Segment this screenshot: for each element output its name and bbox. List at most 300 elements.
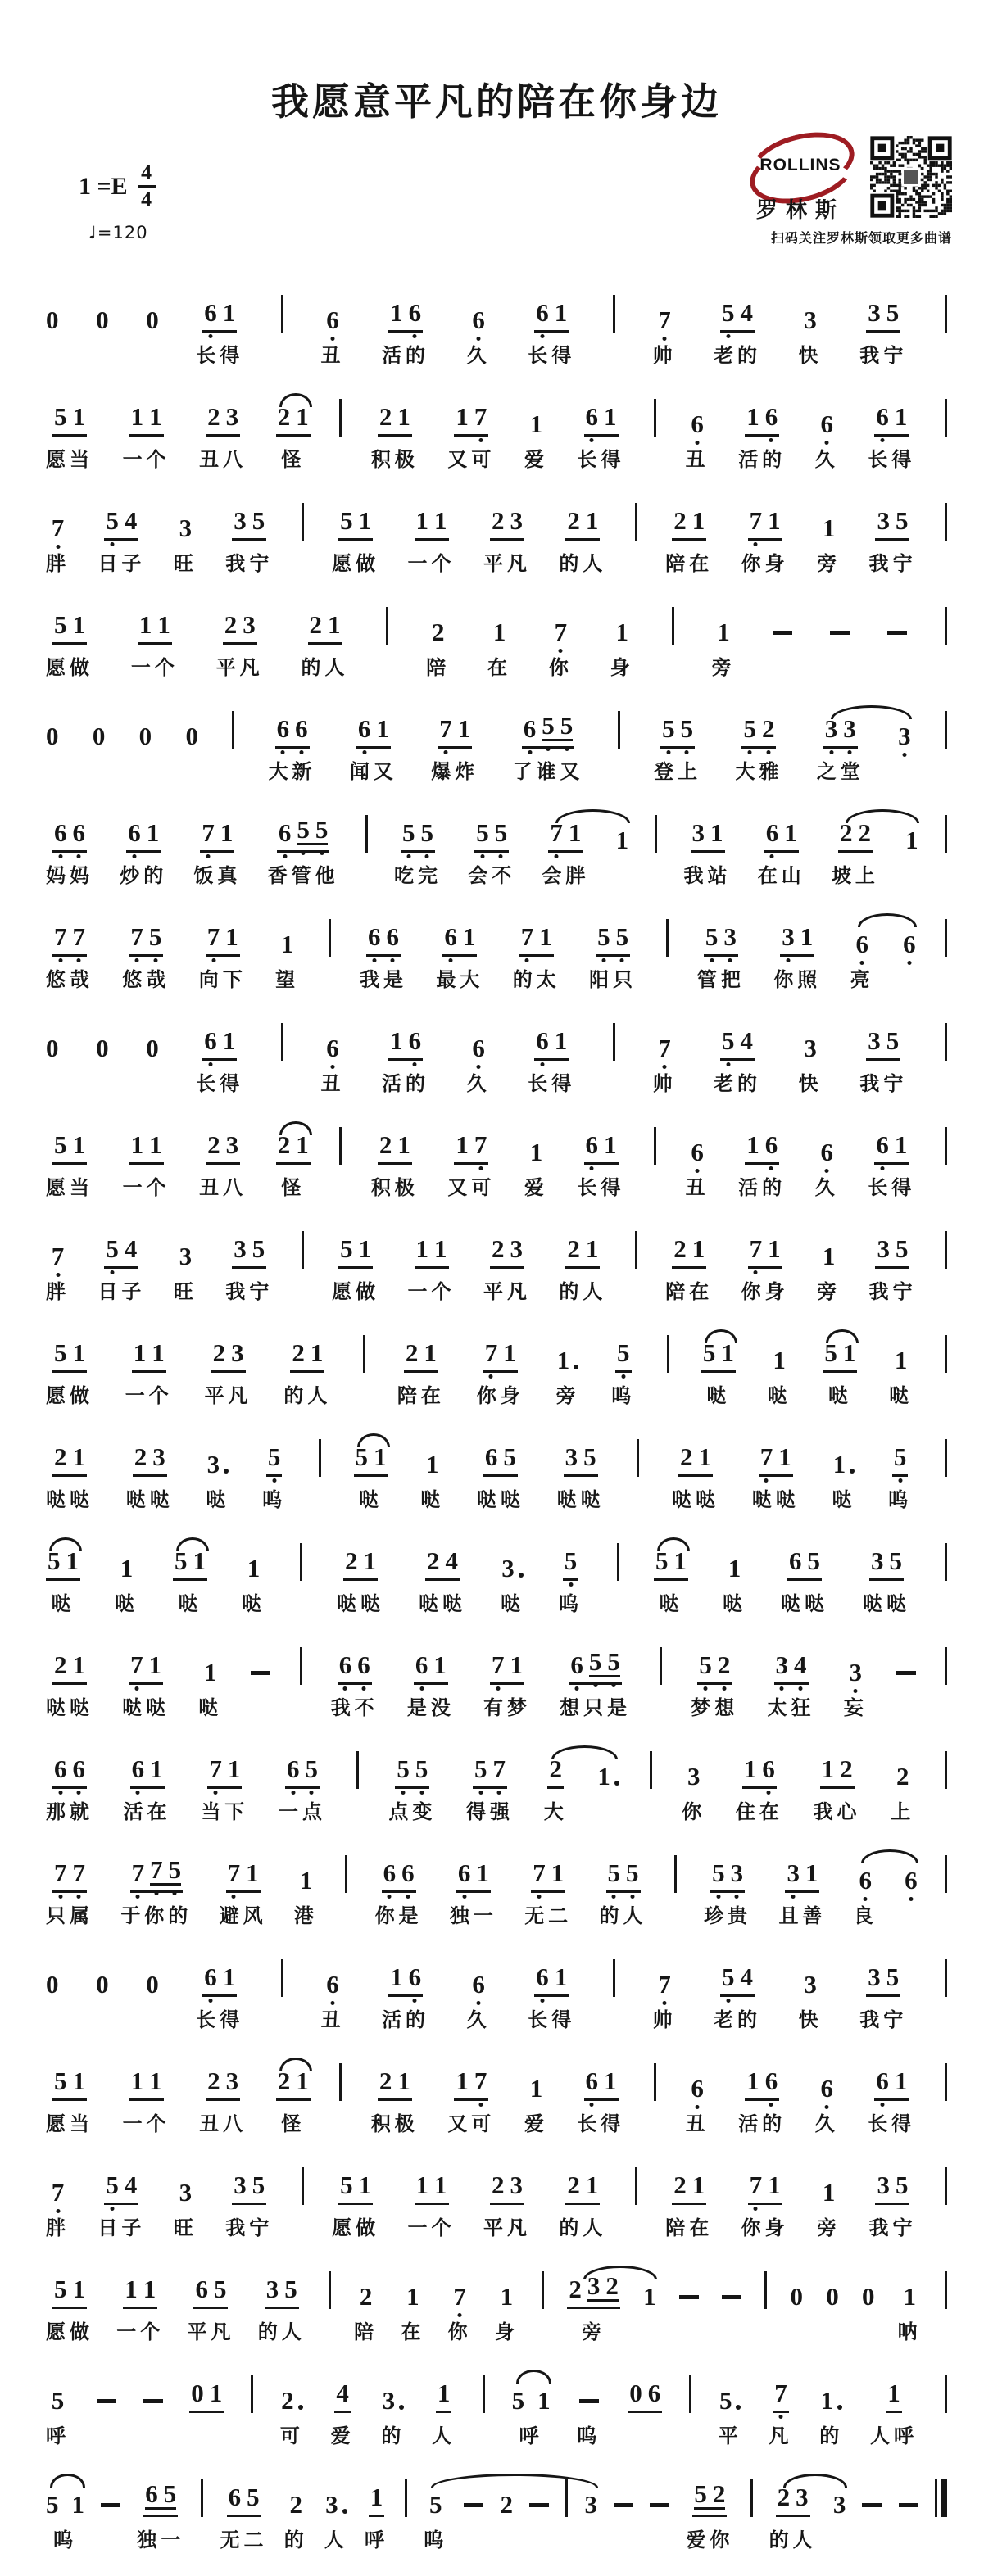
note-column <box>868 2055 916 2135</box>
low-octave-dot <box>787 958 791 962</box>
low-octave-dot <box>134 1686 138 1691</box>
note: 7 <box>492 1652 505 1677</box>
note-group <box>395 1743 429 1789</box>
note-group <box>728 1535 741 1581</box>
note-column <box>370 2055 419 2135</box>
lyric: 大新 <box>268 762 316 783</box>
note-group <box>773 2367 789 2413</box>
low-octave-dot <box>769 1166 773 1170</box>
barline <box>300 1639 302 1685</box>
note-column <box>449 1847 497 1927</box>
note-group <box>123 2263 157 2309</box>
lyric: 呐 <box>897 2322 922 2343</box>
note: 3 <box>225 1130 239 1159</box>
lyric: 在 <box>487 658 512 679</box>
note-column <box>46 495 70 575</box>
system-row <box>46 1951 947 2031</box>
note-group <box>530 2055 543 2101</box>
low-octave-dot <box>406 854 410 858</box>
note: 1 <box>821 2388 843 2413</box>
lyric: 丑 <box>320 1074 345 1095</box>
note: 3 <box>782 924 795 949</box>
low-octave-dot <box>764 1478 769 1483</box>
note-group <box>896 1743 909 1789</box>
lyric: 活的 <box>738 450 787 471</box>
lyric: 久 <box>814 2114 839 2135</box>
note: 1 <box>149 1130 162 1159</box>
lyric: 快 <box>798 2010 823 2031</box>
note-column <box>714 1951 762 2031</box>
system-row <box>46 1119 947 1199</box>
note: 1 <box>72 1130 85 1159</box>
note-group <box>628 2367 662 2413</box>
note-column <box>555 1327 580 1407</box>
lyric: 哒哒 <box>122 1698 170 1719</box>
lyric: 在 <box>401 2322 425 2343</box>
note-group <box>202 287 237 333</box>
note-column <box>613 1015 615 1092</box>
note: 2 <box>345 1546 358 1575</box>
note-column <box>275 911 300 991</box>
note: 5 <box>542 713 555 738</box>
note: 1 <box>415 2171 429 2199</box>
note-column <box>945 2367 947 2444</box>
note-column <box>300 1535 302 1612</box>
note: 3 <box>687 1762 701 1791</box>
barline <box>613 1015 615 1061</box>
lyric: 我不 <box>330 1698 379 1719</box>
note: 3 <box>804 1970 817 1999</box>
note: 2 <box>292 1338 305 1367</box>
dash <box>773 599 792 645</box>
note: 2 <box>379 402 392 431</box>
note-group <box>821 1119 834 1165</box>
dash <box>97 2367 116 2413</box>
lyric: 一个 <box>407 2218 456 2239</box>
publisher-block <box>682 133 952 247</box>
note: 0 <box>826 2282 839 2311</box>
lyric: 久 <box>466 346 491 367</box>
note: 6 <box>326 1035 339 1061</box>
note-column <box>329 911 331 988</box>
note-column <box>617 1535 619 1612</box>
note-group <box>146 1015 159 1061</box>
note-column <box>483 1639 531 1719</box>
lyric: 爱 <box>524 1178 548 1199</box>
note: 5 <box>702 1338 716 1367</box>
low-octave-dot <box>281 750 285 754</box>
note: 5 <box>705 924 719 949</box>
lyric: 亮 <box>850 970 874 991</box>
note: 1 <box>138 610 152 639</box>
note-column <box>556 1431 605 1511</box>
note: 2 <box>718 1652 731 1677</box>
note-column <box>330 1639 379 1719</box>
note: 1 <box>72 1442 85 1471</box>
lyric: 旁 <box>555 1386 580 1407</box>
lyric: 一个 <box>125 1386 173 1407</box>
lyric: 你是 <box>374 1906 423 1927</box>
lyric: 我宁 <box>868 2218 917 2239</box>
lyric: 平凡 <box>204 1386 252 1407</box>
lyric: 呜 <box>262 1490 287 1511</box>
lyric: 旁 <box>582 2322 606 2343</box>
low-octave-dot <box>778 2415 782 2419</box>
note-group <box>52 2159 65 2205</box>
note-column <box>704 1847 752 1927</box>
note-group <box>338 2159 373 2205</box>
lyric: 陪在 <box>665 554 714 575</box>
note-column <box>388 1743 437 1823</box>
note: 1 <box>415 1234 429 1263</box>
lyric: 久 <box>814 450 839 471</box>
note: 7 <box>474 1132 487 1157</box>
note: 5 <box>213 2275 227 2303</box>
note-group <box>277 807 330 853</box>
dotted-note-dot <box>736 2405 741 2410</box>
note: 2 <box>224 610 238 639</box>
dotted-note-dot <box>224 1469 229 1474</box>
note: 3 <box>510 1234 523 1263</box>
note: 1 <box>72 402 85 431</box>
note-column <box>528 1951 576 2031</box>
note-column <box>826 2263 839 2340</box>
barline <box>635 495 637 541</box>
low-octave-dot <box>555 854 559 858</box>
note: 1 <box>557 1347 579 1373</box>
note-group <box>774 1639 809 1685</box>
note-group <box>820 1743 855 1789</box>
note: 7 <box>54 924 67 949</box>
note: 7 <box>750 508 763 533</box>
note: 7 <box>555 619 568 645</box>
lyric: 长得 <box>577 1178 625 1199</box>
barline <box>635 1223 637 1269</box>
low-octave-dot <box>499 854 503 858</box>
barline <box>339 2055 342 2101</box>
note: 1 <box>457 714 471 743</box>
note: 6 <box>905 1867 918 1893</box>
note-column <box>332 495 380 575</box>
note: 3 <box>234 1234 247 1263</box>
lyric: 珍贵 <box>704 1906 752 1927</box>
note: 1 <box>157 610 170 639</box>
note-column <box>120 807 168 887</box>
note-column <box>339 2055 342 2132</box>
tie-arc <box>431 2474 599 2488</box>
note-column <box>945 1015 947 1092</box>
note: 1 <box>778 1442 791 1471</box>
note: 1 <box>673 1546 687 1575</box>
note-column <box>374 1847 423 1927</box>
note: 3 <box>804 1034 817 1062</box>
note-group <box>483 1431 518 1477</box>
note-group <box>534 1951 569 1997</box>
note: 6 <box>859 1867 873 1893</box>
lyric: 平凡 <box>483 1282 531 1303</box>
note: 0 <box>46 1970 59 1999</box>
note-group <box>366 911 401 957</box>
barline <box>655 807 657 853</box>
note: 1 <box>721 1338 734 1367</box>
note-column <box>370 1119 419 1199</box>
note: 6 <box>73 1756 86 1781</box>
note-group <box>281 911 294 957</box>
system-row <box>46 1431 947 1511</box>
low-octave-dot <box>769 2103 773 2107</box>
system-row <box>46 2055 947 2135</box>
note-group <box>369 2471 385 2517</box>
note: 2 <box>212 1338 226 1367</box>
barline <box>945 391 947 437</box>
note: 2 <box>134 1442 147 1471</box>
low-octave-dot <box>477 337 481 341</box>
note-column <box>337 1535 384 1615</box>
lyric: 陪在 <box>665 2218 714 2239</box>
note: 5 <box>48 1546 61 1575</box>
note-column <box>386 599 388 676</box>
note: 6 <box>128 820 141 845</box>
lyric: 哒 <box>889 1386 914 1407</box>
note: 5 <box>616 924 629 949</box>
note-column <box>655 807 657 884</box>
note-column <box>130 599 179 679</box>
note: 1 <box>768 1234 781 1263</box>
note-group <box>472 1951 485 1997</box>
note-column <box>122 391 170 471</box>
note-column <box>798 287 823 367</box>
note-group <box>672 495 706 541</box>
note: 5 <box>297 817 310 842</box>
note: 1 <box>462 922 476 951</box>
lyric: 我宁 <box>859 346 908 367</box>
low-octave-dot <box>401 1791 406 1795</box>
note-column <box>330 2367 355 2447</box>
note-group <box>96 1015 109 1061</box>
note-column <box>722 2263 741 2340</box>
note-column <box>46 2055 93 2135</box>
note-group <box>232 2159 266 2205</box>
note: 4 <box>794 1652 807 1677</box>
note-column <box>320 287 345 367</box>
note: 0 <box>46 306 59 334</box>
note: 1 <box>894 1346 908 1374</box>
note: 6 <box>409 300 422 325</box>
note: 1 <box>370 2483 383 2511</box>
note: 7 <box>52 1243 65 1269</box>
lyric: 避风 <box>219 1906 267 1927</box>
low-octave-dot <box>153 958 157 962</box>
note: 2 <box>567 1234 580 1263</box>
lyric: 哒 <box>178 1594 202 1615</box>
note-column <box>859 287 908 367</box>
note-column <box>945 1743 947 1820</box>
note: 2 <box>673 2171 687 2199</box>
lyric: 爆炸 <box>431 762 479 783</box>
note-column <box>116 2263 165 2343</box>
lyric: 呜 <box>888 1490 913 1511</box>
note: 0 <box>861 2282 875 2311</box>
note: 4 <box>124 1234 138 1263</box>
note: 2 <box>839 818 853 847</box>
lyric: 向下 <box>198 970 247 991</box>
lyric: 愿做 <box>46 2322 93 2343</box>
note-group <box>52 1223 65 1269</box>
note-column <box>559 2159 607 2239</box>
lyric: 丑 <box>320 2010 345 2031</box>
note-group <box>584 2055 619 2101</box>
note: 6 <box>409 1964 422 1990</box>
lyric: 太狂 <box>767 1698 815 1719</box>
note-column <box>868 391 916 471</box>
note: 1 <box>585 506 599 535</box>
note: 1 <box>743 1754 757 1783</box>
note: 6 <box>295 716 308 741</box>
note: 1 <box>222 1026 236 1055</box>
note-column <box>652 1015 677 1095</box>
note-column <box>349 703 397 783</box>
barline <box>281 287 283 333</box>
note-group <box>223 599 257 645</box>
low-octave-dot <box>735 1895 739 1899</box>
note-column <box>46 911 93 991</box>
note: 6 <box>484 1442 498 1471</box>
note-column <box>120 1847 193 1927</box>
lyric: 积极 <box>370 450 419 471</box>
note: 7 <box>750 2172 763 2198</box>
dotted-note-dot <box>837 2405 842 2410</box>
note: 1 <box>529 2074 543 2103</box>
low-octave-dot <box>766 750 770 754</box>
note: 3 <box>898 723 911 749</box>
low-octave-dot <box>58 1791 62 1795</box>
lyric: 活在 <box>123 1802 171 1823</box>
lyric: 日子 <box>97 1282 146 1303</box>
low-octave-dot <box>132 854 136 858</box>
barline <box>405 2471 407 2517</box>
note: 6 <box>765 404 778 429</box>
note: 5 <box>429 2490 442 2519</box>
note: 7 <box>202 820 215 845</box>
note: 5 <box>886 298 900 327</box>
note-column <box>577 2367 601 2447</box>
note: 5 <box>252 2171 265 2199</box>
note: 1 <box>143 2275 156 2303</box>
note-column <box>674 1847 677 1924</box>
low-octave-dot <box>478 2103 483 2107</box>
low-octave-dot <box>372 958 376 962</box>
note-column <box>559 1223 607 1303</box>
note-column <box>302 2159 304 2236</box>
note-group <box>378 1119 412 1165</box>
lyric: 的人 <box>257 2322 306 2343</box>
note: 6 <box>855 931 868 957</box>
lyric: 愿做 <box>332 1282 380 1303</box>
lyric: 胖 <box>46 2218 70 2239</box>
note-group <box>804 1951 817 1997</box>
note: 1 <box>476 1858 489 1887</box>
note: 5 <box>712 1860 725 1886</box>
note: 1 <box>424 1338 437 1367</box>
lyric: 活的 <box>738 1178 787 1199</box>
note-group <box>52 2055 87 2101</box>
note-column <box>196 1015 244 1095</box>
barline <box>945 1015 947 1061</box>
low-octave-dot <box>361 1686 365 1691</box>
note-column <box>654 391 656 468</box>
key-signature <box>79 162 156 211</box>
note: 6 <box>383 1860 397 1886</box>
lyric: 陪 <box>354 2322 379 2343</box>
note-group <box>207 1743 242 1789</box>
note: 5 <box>894 1444 907 1469</box>
note-group <box>129 1119 164 1165</box>
low-octave-dot <box>621 1374 625 1379</box>
note-column <box>419 1535 466 1615</box>
note: 2 <box>777 2483 791 2511</box>
note: 6 <box>524 716 537 741</box>
note-group <box>615 1327 632 1373</box>
note: 6 <box>228 2483 242 2511</box>
lyric: 哒哒 <box>672 1490 720 1511</box>
lyric: 长得 <box>196 346 244 367</box>
lyric: 的 <box>283 2530 308 2551</box>
dash <box>830 599 850 645</box>
note-column <box>750 2471 753 2548</box>
barline <box>945 703 947 749</box>
note: 6 <box>586 1132 599 1157</box>
note-group <box>823 2159 836 2205</box>
note-column <box>401 2263 425 2343</box>
note: 1 <box>529 410 543 438</box>
lyric: 快 <box>798 1074 823 1095</box>
note: 5 <box>149 924 162 949</box>
note: 5 <box>886 1026 900 1055</box>
note-group <box>143 2471 178 2517</box>
note-column <box>262 1431 287 1511</box>
note: 1 <box>72 610 85 639</box>
lyric: 活的 <box>382 346 430 367</box>
note-column <box>672 599 674 676</box>
note-column <box>887 599 907 676</box>
note-group <box>432 599 445 645</box>
barline <box>319 1431 321 1477</box>
barline <box>339 391 342 437</box>
low-octave-dot <box>881 438 885 442</box>
note-column <box>689 2367 691 2444</box>
note-column <box>945 2263 947 2340</box>
note: 5 <box>681 716 694 741</box>
barline <box>650 1743 652 1789</box>
lyric: 一个 <box>130 658 179 679</box>
low-octave-dot <box>767 1791 771 1795</box>
lyric: 我宁 <box>868 554 917 575</box>
note: 1 <box>539 922 552 951</box>
note-column <box>97 2367 116 2444</box>
lyric: 怪 <box>281 2114 306 2135</box>
note: 7 <box>750 1236 763 1261</box>
note-group <box>456 1847 491 1893</box>
note-column <box>199 2055 247 2135</box>
note-column <box>370 391 419 471</box>
lyric: 活的 <box>382 2010 430 2031</box>
lyric: 想只是 <box>560 1698 632 1719</box>
dash <box>143 2367 163 2413</box>
lyric: 可 <box>279 2426 304 2447</box>
note: 6 <box>789 1546 802 1575</box>
lyric: 哒 <box>706 1386 731 1407</box>
note: 2 <box>379 2067 392 2095</box>
